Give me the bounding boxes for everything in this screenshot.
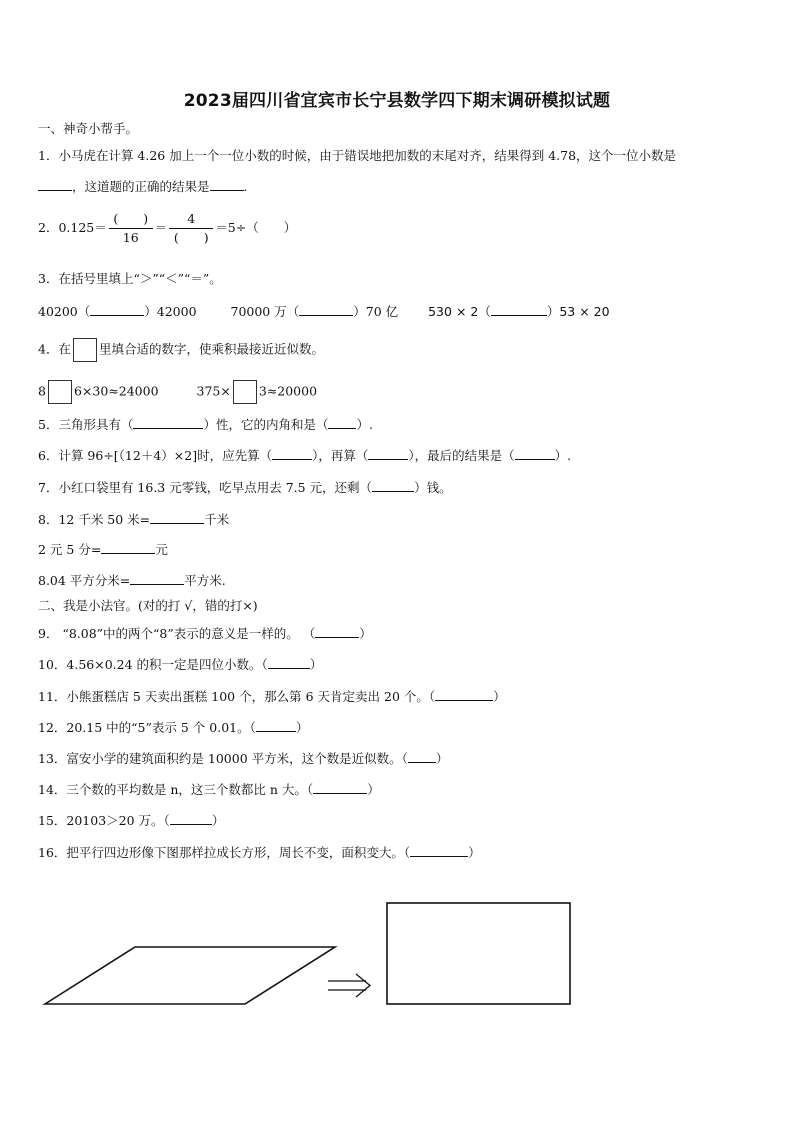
question-text: 6×30≈24000: [73, 383, 159, 399]
fraction-numerator[interactable]: ( ): [109, 210, 153, 229]
question-text: ）: [468, 845, 481, 860]
section-heading-2: 二、我是小法官。(对的打 √，错的打×): [38, 598, 258, 613]
question-text: ）70 亿: [353, 304, 399, 319]
question-text: 14．三个数的平均数是 n，这三个数都比 n 大。（: [38, 782, 314, 797]
question-text: 2 元 5 分=: [38, 542, 102, 557]
question-text: 里填合适的数字，使乘积最接近近似数。: [98, 341, 324, 357]
question-text: ＝5÷（ ）: [215, 220, 297, 235]
question-text: ）钱。: [414, 480, 452, 495]
question-text: ）: [435, 751, 449, 766]
question-text: ）性，它的内角和是（: [203, 417, 329, 432]
double-arrow-icon: [328, 974, 370, 997]
question-text: 6．计算 96÷[（12＋4）×2]时，应先算（: [38, 448, 273, 463]
question-1-line-1: 1．小马虎在计算 4.26 加上一个一位小数的时候，由于错误地把加数的末尾对齐，结果得到 4.78，这个一位小数是: [38, 148, 677, 163]
question-text: 平方米.: [184, 573, 226, 588]
equals-sign: ＝: [154, 220, 168, 235]
question-text: 40200（: [38, 304, 91, 319]
parallelogram-shape: [45, 947, 335, 1004]
question-text: 10．4.56×0.24 的积一定是四位小数。（: [38, 657, 268, 672]
question-text: 4．在: [38, 341, 71, 357]
question-text: 13．富安小学的建筑面积约是 10000 平方米，这个数是近似数。（: [38, 751, 408, 766]
question-text: ）42000: [144, 304, 197, 319]
question-text: 9． “8.08”中的两个“8”表示的意义是一样的。 （: [38, 626, 316, 641]
question-text: 8: [38, 383, 46, 399]
question-text: 15．20103＞20 万。（: [38, 813, 170, 828]
question-text: 3≈20000: [258, 383, 318, 399]
question-text: ）.: [356, 417, 373, 432]
section-heading-1: 一、神奇小帮手。: [38, 121, 139, 136]
question-text: 5．三角形具有（: [38, 417, 134, 432]
question-text: 16．把平行四边形像下图那样拉成长方形，周长不变，面积变大。（: [38, 845, 411, 860]
question-text: 70000 万（: [230, 304, 300, 319]
question-text: 530 × 2（: [428, 304, 491, 319]
question-text: 2．0.125＝: [38, 220, 107, 235]
question-text: ）: [211, 813, 225, 828]
question-3-prompt: 3．在括号里填上“＞”“＜”“＝”。: [38, 271, 222, 286]
fraction-denominator: 16: [122, 230, 139, 245]
question-text: ）: [367, 782, 380, 797]
rectangle-shape: [387, 903, 570, 1004]
question-text: 8．12 千米 50 米=: [38, 512, 151, 527]
question-text: 375×: [196, 383, 231, 399]
question-text: ）.: [554, 448, 572, 463]
fraction-denominator[interactable]: ( ): [173, 230, 209, 245]
question-text: .: [243, 179, 248, 194]
question-text: 千米: [204, 512, 230, 527]
question-text: 11．小熊蛋糕店 5 天卖出蛋糕 100 个，那么第 6 天肯定卖出 20 个。（: [38, 689, 436, 704]
question-text: 12．20.15 中的“5”表示 5 个 0.01。（: [38, 720, 256, 735]
question-text: 8.04 平方分米=: [38, 573, 131, 588]
question-text: ）: [295, 720, 309, 735]
question-text: ）53 × 20: [546, 304, 610, 319]
fraction-numerator: 4: [169, 210, 213, 229]
question-text: ）: [493, 689, 506, 704]
question-text: 元: [155, 542, 168, 557]
question-text: ），再算（: [312, 448, 369, 463]
question-text: 7．小红口袋里有 16.3 元零钱，吃早点用去 7.5 元，还剩（: [38, 480, 373, 495]
question-text: ），最后的结果是（: [408, 448, 515, 463]
question-text: ，这道题的正确的结果是: [72, 179, 210, 194]
question-text: ）: [359, 626, 372, 641]
question-text: ）: [309, 657, 323, 672]
page-title: 2023届四川省宜宾市长宁县数学四下期末调研模拟试题: [183, 91, 611, 111]
